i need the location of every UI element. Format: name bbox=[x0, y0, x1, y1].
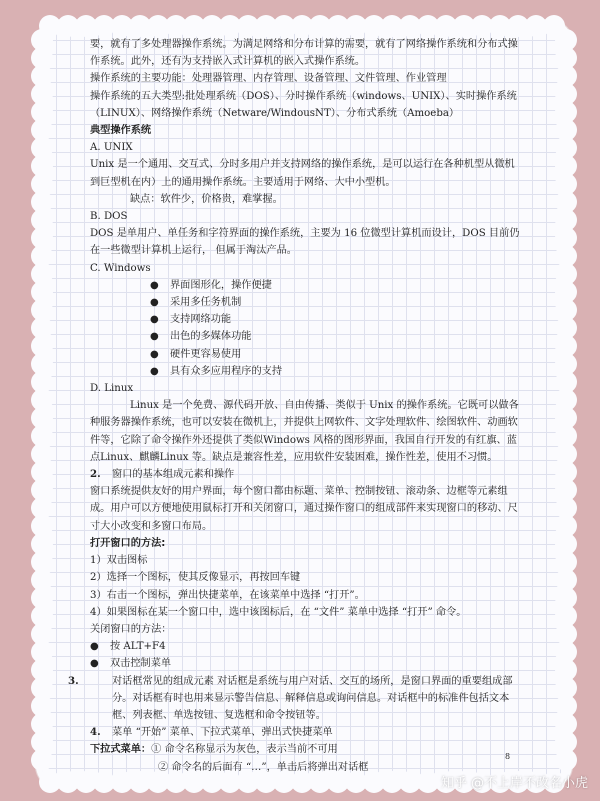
section-body: 菜单 “开始” 菜单、下拉式菜单、弹出式快捷菜单 bbox=[112, 727, 333, 739]
open-step: 1）双击图标 bbox=[90, 555, 148, 567]
dropdown-label: 下拉式菜单： bbox=[90, 744, 152, 756]
section-body: 对话框常见的组成元素 对话框是系统与用户对话、交互的场所，是窗口界面的重要组成部分。对话框有时也用来显示警告信息、解释信息或询问信息。对话框中的标准件包括文本框、列表框、单选按钮、复选框和命令按钮等。 bbox=[112, 675, 513, 721]
section-4 bbox=[90, 724, 520, 741]
linux-title: D. Linux bbox=[90, 383, 134, 395]
section-number: 3. bbox=[68, 674, 79, 687]
open-step: 3）右击一个图标，弹出快捷菜单，在该菜单中选择 “打开”。 bbox=[90, 589, 365, 601]
scallop-bump bbox=[31, 749, 53, 771]
scallop-bump bbox=[555, 749, 577, 771]
dos-body: DOS 是单用户、单任务和字符界面的操作系统，主要为 16 位微型计算机而设计，DOS 目前仍在一些微型计算机上运行， 但属于淘汰产品。 bbox=[90, 228, 520, 257]
linux-body: Linux 是一个免费、源代码开放、自由传播、类似于 Unix 的操作系统。它既可以做各种服务器操作系统，也可以安装在微机上，并提供上网软件、文字处理软件、绘图软件、动画软件等，它除了命令操作外还提供了类似Windows 风格的图形界面，我国自行开发的有红旗、蓝点Linux、麒麟Linux 等。缺点是兼容性差，应用软件安装困难，操作性差，使用不习惯。 bbox=[90, 400, 519, 463]
section-2-heading bbox=[90, 466, 520, 483]
unix-body: Unix 是一个通用、交互式、分时多用户并支持网络的操作系统，是可以运行在各种机型从微机到巨型机在内）上的通用操作系统。主要适用于网络、大中小型机。 bbox=[90, 159, 515, 188]
open-window-heading: 打开窗口的方法: bbox=[90, 537, 166, 549]
close-method-list bbox=[90, 638, 520, 672]
open-step: 2）选择一个图标，使其反像显示，再按回车键 bbox=[90, 572, 301, 584]
list-item: ● 具有众多应用程序的支持 bbox=[150, 363, 520, 380]
intro-paragraph: 要，就有了多处理器操作系统。为满足网络和分布计算的需要，就有了网络操作系统和分布式操作系统。此外，还有为支持嵌入式计算机的嵌入式操作系统。 bbox=[90, 39, 518, 68]
list-item: ● 支持网络功能 bbox=[150, 311, 520, 328]
section-title: 窗口的基本组成元素和操作 bbox=[112, 469, 235, 481]
windows-title: C. Windows bbox=[90, 262, 151, 274]
typical-os-heading: 典型操作系统 bbox=[90, 125, 152, 137]
watermark: 知乎 @不上岸不改名小虎 bbox=[440, 776, 588, 791]
section-2-body: 窗口系统提供友好的用户界面，每个窗口都由标题、菜单、控制按钮、滚动条、边框等元素组成。用户可以方便地使用鼠标打开和关闭窗口，通过操作窗口的组成部件来实现窗口的移动、尺寸大小改变和多窗口布局。 bbox=[90, 486, 518, 532]
dos-title: B. DOS bbox=[90, 211, 128, 223]
list-item: ● 出色的多媒体功能 bbox=[150, 328, 520, 345]
dropdown-item-2: ② 命令名的后面有 “…”，单击后将弹出对话框 bbox=[158, 761, 369, 773]
section-number: 2. bbox=[90, 468, 101, 481]
open-step: 4）如果图标在某一个窗口中，选中该图标后，在 “文件” 菜单中选择 “打开” 命令。 bbox=[90, 606, 467, 618]
windows-feature-list bbox=[90, 277, 520, 380]
document-body bbox=[68, 36, 520, 776]
os-functions: 操作系统的主要功能：处理器管理、内存管理、设备管理、文件管理、作业管理 bbox=[90, 73, 447, 85]
section-3 bbox=[68, 673, 520, 725]
list-item: ● 双击控制菜单 bbox=[90, 655, 520, 672]
list-item: ● 硬件更容易使用 bbox=[150, 346, 520, 363]
os-types: 操作系统的五大类型:批处理系统（DOS）、分时操作系统（windows、UNIX）、实时操作系统（LINUX）、网络操作系统（Netware/WindousNT）、分布式系统（Amoeba） bbox=[90, 90, 517, 119]
dropdown-item-1 bbox=[90, 741, 520, 758]
close-window-heading: 关闭窗口的方法： bbox=[90, 623, 172, 635]
unix-title: A. UNIX bbox=[90, 142, 133, 154]
page-number: 8 bbox=[505, 752, 511, 761]
dropdown-text: ① 命令名称显示为灰色，表示当前不可用 bbox=[151, 744, 338, 756]
list-item: ● 按 ALT+F4 bbox=[90, 638, 520, 655]
list-item: ● 采用多任务机制 bbox=[150, 294, 520, 311]
section-number: 4. bbox=[90, 726, 101, 739]
list-item: ● 界面图形化，操作便捷 bbox=[150, 277, 520, 294]
unix-cons: 缺点：软件少，价格贵，难掌握。 bbox=[130, 193, 283, 205]
